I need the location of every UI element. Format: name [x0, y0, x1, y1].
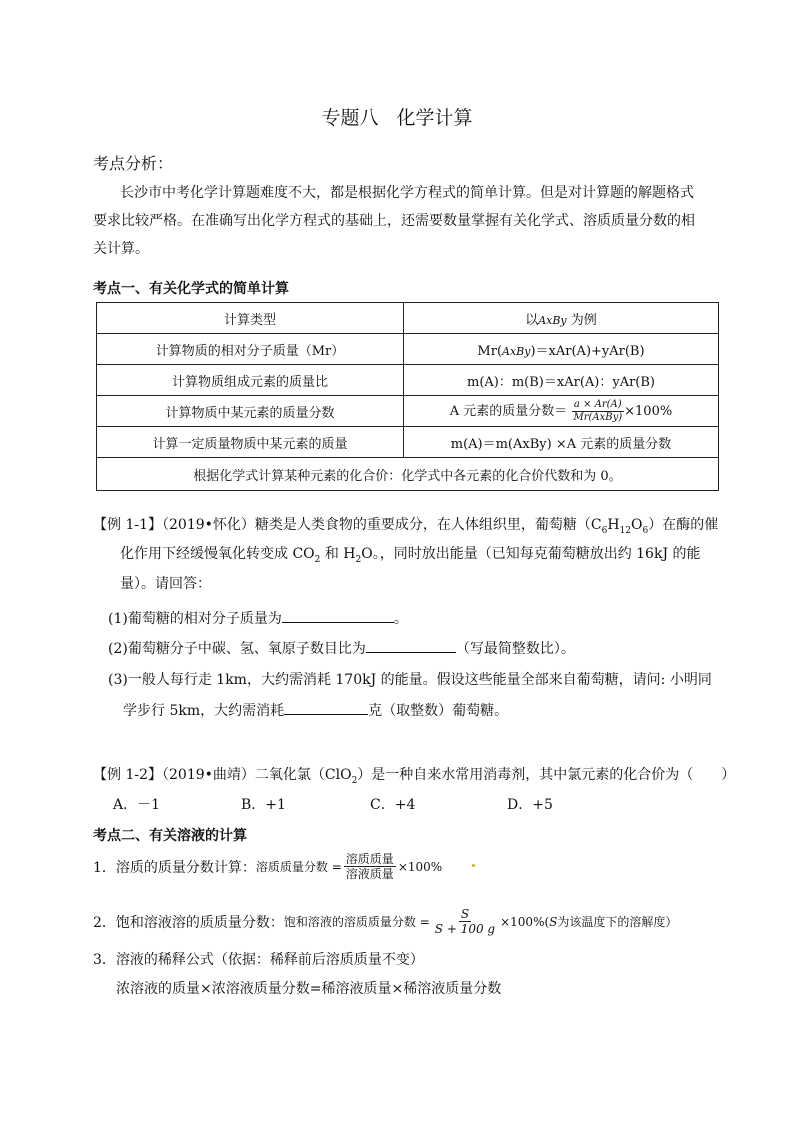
table-cell-type: 计算物质的相对分子质量（Mr） [97, 334, 404, 365]
section2-heading: 考点二、有关溶液的计算 [93, 828, 247, 844]
example1-q3-line1: (3)一般人每行走 1km，大约需消耗 170kJ 的能量。假设这些能量全部来自葡萄糖，请问: 小明同 [108, 672, 712, 688]
solution-item3: 3．溶液的稀释公式（依据：稀释前后溶质质量不变） [93, 952, 424, 968]
decorative-dot [472, 864, 475, 867]
example1-q1: (1)葡萄糖的相对分子质量为 。 [108, 608, 408, 628]
analysis-line1: 长沙市中考化学计算题难度不大，都是根据化学方程式的简单计算。但是对计算题的解题格式 [120, 185, 694, 201]
table-footer-row [97, 458, 719, 491]
example1-line2: 化作用下经缓慢氧化转变成 $CO_2$ 和 $H_2O$。，同时放出能量（已知每克葡萄糖放出约 16kJ 的能 [120, 546, 701, 565]
analysis-heading: 考点分析： [93, 154, 174, 173]
table-cell-formula: m(A)：m(B)＝xAr(A)：yAr(B) [404, 365, 719, 396]
option-a[interactable]: A．－1 [113, 797, 161, 813]
table-row [97, 365, 719, 396]
solution-item2: 2．饱和溶液溶的质质量分数： 饱和溶液的溶质质量分数 = $\frac{S}{S + 100 g}$ ×100%( S 为该温度下的溶解度） [93, 907, 678, 936]
example2-label: 【例 1-2】 [93, 767, 162, 783]
example1-q3-line2: 学步行 5km，大约需消耗 克（取整数）葡萄糖。 [123, 700, 508, 720]
table-header-left: 计算类型 [97, 303, 404, 334]
page-title [0, 103, 794, 130]
mass-fraction-fraction: $\frac{a \times Ar(A)}{\text{Mr(AxBy)}}$ [573, 398, 623, 423]
example1-line1: 【例 1-1】（2019•怀化）糖类是人类食物的重要成分，在人体组织里，葡萄糖$(C_6H_{12}O_6)$在酶的催 [93, 517, 719, 536]
table-cell-formula: A 元素的质量分数＝ $\frac{a \times Ar(A)}{\text{Mr(AxBy)}}$ ×100% [404, 396, 719, 427]
table-cell-type: 计算一定质量物质中某元素的质量 [97, 427, 404, 458]
table-cell-type: 计算物质组成元素的质量比 [97, 365, 404, 396]
answer-blank-q2[interactable] [366, 638, 456, 653]
table-cell-type: 计算物质中某元素的质量分数 [97, 396, 404, 427]
title-part1: 专题八 [321, 107, 379, 129]
formula-calc-table [96, 302, 719, 491]
table-row [97, 334, 719, 365]
example1-label: 【例 1-1】 [93, 517, 162, 533]
solution-item1: 1．溶质的质量分数计算： 溶质质量分数 = $\frac{\text{溶质质量}}{\text{溶液质量}}$ ×100% [93, 852, 443, 881]
table-row [97, 396, 719, 427]
answer-blank-q1[interactable] [282, 608, 394, 623]
table-row [97, 427, 719, 458]
analysis-line2: 要求比较严格。在准确写出化学方程式的基础上，还需要数量掌握有关化学式、溶质质量分数的相 [93, 213, 695, 229]
saturated-fraction-formula: $\frac{S}{S + 100 g}$ [434, 907, 496, 936]
option-b[interactable]: B．+1 [241, 797, 286, 813]
table-header-row [97, 303, 719, 334]
table-footer: 根据化学式计算某种元素的化合价：化学式中各元素的化合价代数和为 0。 [97, 458, 719, 491]
answer-blank-q3[interactable] [284, 700, 368, 715]
section1-heading: 考点一、有关化学式的简单计算 [93, 281, 289, 297]
table-cell-formula: m(A)＝m(AxBy) ×A 元素的质量分数 [404, 427, 719, 458]
title-part2: 化学计算 [396, 107, 473, 129]
dilution-formula: 浓溶液的质量×浓溶液质量分数=稀溶液质量×稀溶液质量分数 [116, 981, 502, 997]
example1-line3: 量）。请回答： [120, 576, 211, 592]
example2-question: 【例 1-2】（2019•曲靖）二氧化氯（ClO$_2$）是一种自来水常用消毒剂，其中氯元素的化合价为（ ） [93, 767, 736, 786]
table-header-right: 以AxBy 为例 [404, 303, 719, 334]
table-cell-formula: Mr(AxBy)＝xAr(A)+yAr(B) [404, 334, 719, 365]
analysis-line3: 关计算。 [93, 241, 149, 257]
example1-q2: (2)葡萄糖分子中碳、氢、氧原子数目比为 （写最简整数比）。 [108, 638, 575, 658]
option-c[interactable]: C．+4 [370, 797, 416, 813]
mass-fraction-formula: $\frac{\text{溶质质量}}{\text{溶液质量}}$ [345, 852, 394, 881]
option-d[interactable]: D．+5 [507, 797, 553, 813]
